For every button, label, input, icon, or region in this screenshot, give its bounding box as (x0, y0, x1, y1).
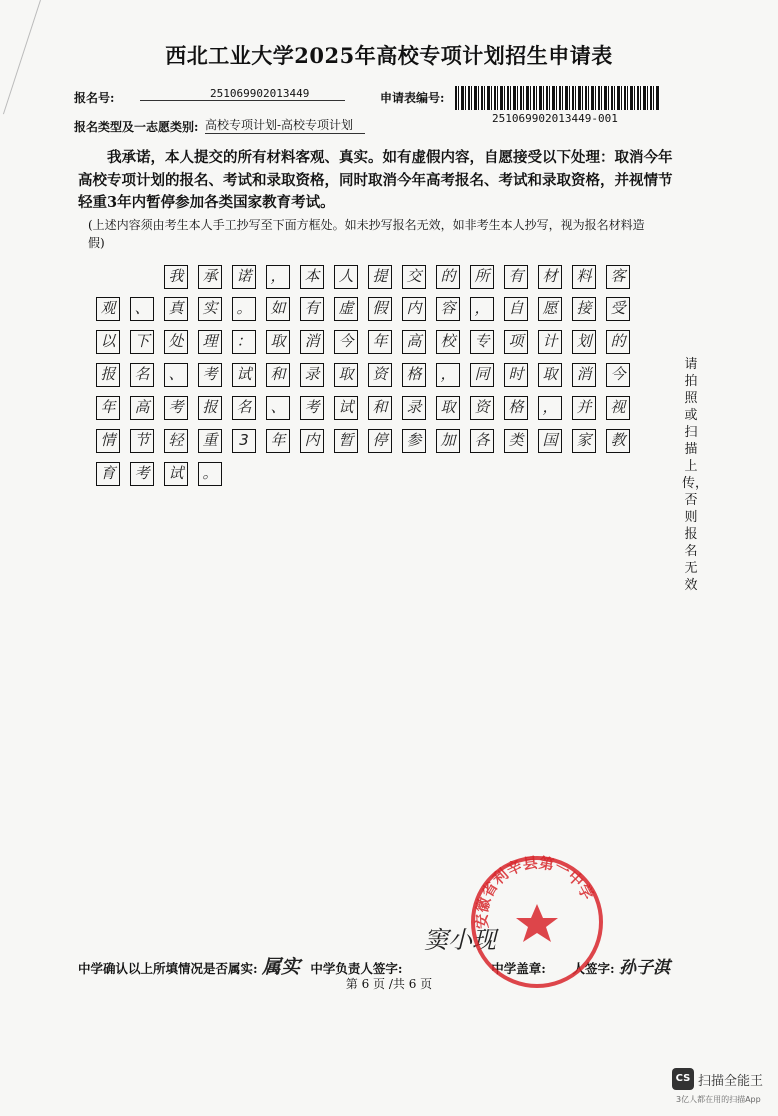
handwritten-char-cell: 时 (504, 363, 528, 387)
handwritten-char-cell: ， (436, 363, 460, 387)
handwritten-char-cell: 停 (368, 429, 392, 453)
handwritten-char-cell: 取 (436, 396, 460, 420)
handwritten-char-cell: 如 (266, 297, 290, 321)
principal-label: 中学负责人签字: (310, 961, 403, 976)
handwritten-char-cell: 。 (198, 462, 222, 486)
handwritten-char-cell: 以 (96, 330, 120, 354)
handwritten-char-cell: 容 (436, 297, 460, 321)
handwritten-char-cell: 暂 (334, 429, 358, 453)
handwritten-char-cell: 名 (232, 396, 256, 420)
handwritten-char-cell: 取 (538, 363, 562, 387)
handwritten-char-cell: 本 (300, 265, 324, 289)
handwritten-char-cell: 自 (504, 297, 528, 321)
person-label: 人签字: (572, 961, 615, 976)
handwritten-char-cell: 真 (164, 297, 188, 321)
handwritten-char-cell: 、 (164, 363, 188, 387)
handwritten-char-cell: 愿 (538, 297, 562, 321)
handwritten-char-cell: 交 (402, 265, 426, 289)
handwritten-char-cell: ， (538, 396, 562, 420)
handwritten-char-cell: 国 (538, 429, 562, 453)
handwritten-char-cell: 人 (334, 265, 358, 289)
scanner-watermark (672, 1068, 763, 1090)
handwritten-char-cell: 消 (572, 363, 596, 387)
handwritten-char-cell: 内 (300, 429, 324, 453)
type-value: 高校专项计划-高校专项计划 (205, 116, 365, 134)
handwritten-char-cell: 的 (436, 265, 460, 289)
confirm-label: 中学确认以上所填情况是否属实: (78, 961, 258, 976)
handwritten-char-cell: 观 (96, 297, 120, 321)
handwritten-char-cell: 料 (572, 265, 596, 289)
handwritten-char-cell: 并 (572, 396, 596, 420)
handwritten-char-cell: 考 (164, 396, 188, 420)
handwritten-char-cell: 受 (606, 297, 630, 321)
handwritten-char-cell: 。 (232, 297, 256, 321)
handwritten-char-cell: 报 (96, 363, 120, 387)
handwritten-char-cell: 所 (470, 265, 494, 289)
page-number: 第 6 页 /共 6 页 (345, 977, 433, 991)
handwritten-char-cell: 客 (606, 265, 630, 289)
handwritten-char-cell: 各 (470, 429, 494, 453)
handwritten-char-cell: ， (470, 297, 494, 321)
handwritten-char-cell: 校 (436, 330, 460, 354)
handwritten-char-cell: 3 (232, 429, 256, 453)
handwritten-char-cell: 加 (436, 429, 460, 453)
handwritten-char-cell: 接 (572, 297, 596, 321)
handwritten-char-cell: 视 (606, 396, 630, 420)
form-no-label: 申请表编号: (380, 91, 445, 105)
handwritten-char-cell: 提 (368, 265, 392, 289)
handwritten-char-cell: 今 (334, 330, 358, 354)
handwritten-char-cell: 参 (402, 429, 426, 453)
handwritten-char-cell: 、 (266, 396, 290, 420)
form-title: 西北工业大学2025年高校专项计划招生申请表 (165, 43, 613, 68)
handwritten-char-cell: ， (266, 265, 290, 289)
reg-no-label: 报名号: (74, 91, 115, 105)
handwritten-char-cell: 假 (368, 297, 392, 321)
handwritten-char-cell: 材 (538, 265, 562, 289)
handwritten-char-cell: 格 (504, 396, 528, 420)
handwritten-char-cell: 虚 (334, 297, 358, 321)
handwritten-char-cell: 格 (402, 363, 426, 387)
handwritten-char-cell: 资 (368, 363, 392, 387)
handwritten-char-cell: 取 (266, 330, 290, 354)
handwritten-char-cell: 年 (266, 429, 290, 453)
handwritten-char-cell: 消 (300, 330, 324, 354)
handwritten-char-cell: 试 (334, 396, 358, 420)
handwritten-char-cell: 有 (300, 297, 324, 321)
handwritten-char-cell: 实 (198, 297, 222, 321)
handwritten-char-cell: 有 (504, 265, 528, 289)
handwritten-char-cell: 考 (198, 363, 222, 387)
handwritten-char-cell: 育 (96, 462, 120, 486)
instruction-text: (上述内容须由考生本人手工抄写至下面方框处。如未抄写报名无效，如非考生本人抄写，视为报名材料造假) (88, 218, 645, 250)
handwritten-char-cell: 、 (130, 297, 154, 321)
handwritten-char-cell: 我 (164, 265, 188, 289)
handwritten-char-cell: 试 (232, 363, 256, 387)
handwritten-char-cell: 划 (572, 330, 596, 354)
handwritten-char-cell: 类 (504, 429, 528, 453)
handwritten-char-cell: 重 (198, 429, 222, 453)
handwritten-char-cell: 考 (300, 396, 324, 420)
handwritten-char-cell: 年 (368, 330, 392, 354)
school-seal-stamp (467, 852, 607, 992)
handwritten-char-cell: 录 (402, 396, 426, 420)
watermark-badge: CS (672, 1068, 694, 1090)
handwritten-char-cell: 轻 (164, 429, 188, 453)
seal-label: 中学盖章: (491, 961, 546, 976)
handwritten-char-cell: 项 (504, 330, 528, 354)
handwritten-char-cell: 今 (606, 363, 630, 387)
handwritten-char-cell: 名 (130, 363, 154, 387)
handwritten-char-cell: ： (232, 330, 256, 354)
handwritten-char-cell: 处 (164, 330, 188, 354)
handwritten-char-cell: 下 (130, 330, 154, 354)
handwritten-char-cell: 年 (96, 396, 120, 420)
handwritten-char-cell: 资 (470, 396, 494, 420)
handwritten-char-cell: 承 (198, 265, 222, 289)
principal-signature: 窦小现 (424, 926, 496, 954)
handwritten-char-cell: 报 (198, 396, 222, 420)
reg-no-value: 251069902013449 (140, 87, 345, 101)
svg-text:安徽省利辛县第一中学: 安徽省利辛县第一中学 (472, 853, 597, 930)
handwritten-char-cell: 考 (130, 462, 154, 486)
confirm-signature: 属实 (261, 956, 300, 978)
watermark-name: 扫描全能王 (698, 1073, 764, 1089)
person-signature: 孙子淇 (619, 958, 671, 978)
promise-text: 我承诺，本人提交的所有材料客观、真实。如有虚假内容，自愿接受以下处理：取消今年高校专项计划的报名、考试和录取资格，同时取消今年高考报名、考试和录取资格，并视情节轻重3年内暂停参加各类国家教育考试。 (78, 149, 673, 211)
side-note: 请拍照或扫描上传，否则报名无效 (682, 357, 709, 593)
handwritten-char-cell: 的 (606, 330, 630, 354)
handwritten-char-cell: 诺 (232, 265, 256, 289)
handwritten-char-cell: 专 (470, 330, 494, 354)
handwritten-char-cell: 和 (368, 396, 392, 420)
handwritten-char-cell: 内 (402, 297, 426, 321)
handwritten-char-cell: 家 (572, 429, 596, 453)
handwritten-char-cell: 教 (606, 429, 630, 453)
barcode (455, 86, 660, 110)
handwritten-char-cell: 高 (402, 330, 426, 354)
handwritten-char-cell: 节 (130, 429, 154, 453)
watermark-sub: 3亿人都在用的扫描App (676, 1095, 761, 1104)
handwritten-char-cell: 理 (198, 330, 222, 354)
handwritten-char-cell: 和 (266, 363, 290, 387)
form-no-value: 251069902013449-001 (492, 112, 618, 125)
handwritten-char-cell: 试 (164, 462, 188, 486)
handwritten-char-cell: 同 (470, 363, 494, 387)
type-label: 报名类型及一志愿类别: (74, 120, 199, 134)
handwritten-char-cell: 情 (96, 429, 120, 453)
handwritten-char-cell: 录 (300, 363, 324, 387)
handwritten-char-cell: 取 (334, 363, 358, 387)
handwritten-char-cell: 计 (538, 330, 562, 354)
handwritten-char-cell: 高 (130, 396, 154, 420)
